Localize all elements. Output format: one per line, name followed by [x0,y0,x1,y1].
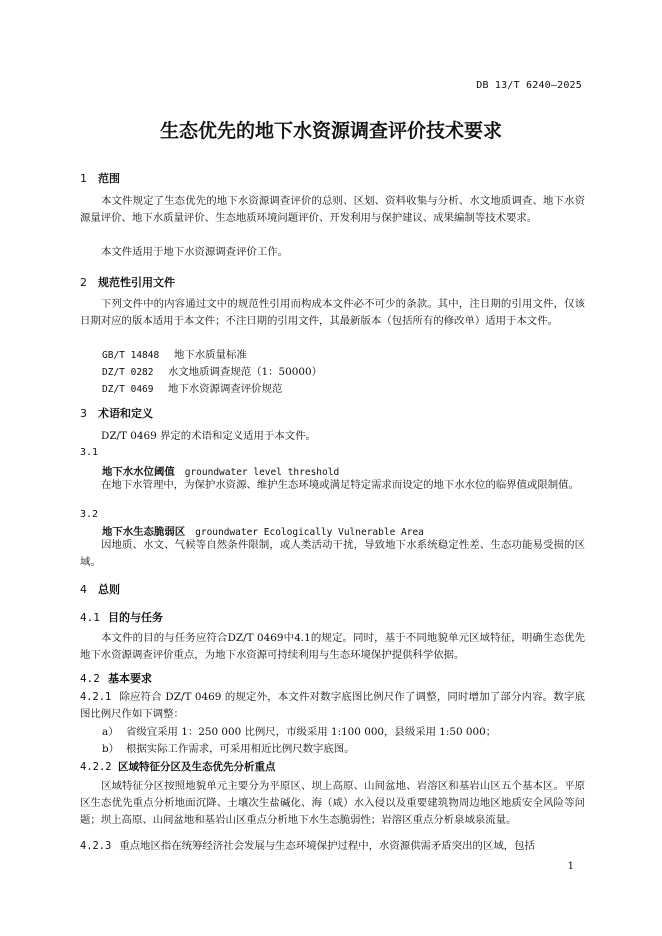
subsection-title: 基本要求 [108,672,152,685]
term-english: groundwater Ecologically Vulnerable Area [195,527,424,538]
reference-name: 地下水资源调查评价规范 [168,383,283,395]
clause-number: 4.2.2 [80,761,112,773]
section-1-heading [80,170,120,186]
reference-item [102,363,322,378]
list-item [102,723,496,738]
term-title [102,523,424,538]
clause-number: 4.2.3 [80,840,112,852]
reference-code: DZ/T 0469 [102,384,154,395]
term-chinese: 地下水水位阈值 [102,466,175,478]
section-title: 规范性引用文件 [98,276,175,289]
section-3-paragraph-1: DZ/T 0469 界定的术语和定义适用于本文件。 [101,430,316,442]
clause-4-2-3 [80,838,585,855]
section-1-paragraph-2: 本文件适用于地下水资源调查评价工作。 [101,246,289,258]
term-number: 3.1 [80,447,99,458]
section-2-paragraph-1: 下列文件中的内容通过文中的规范性引用而构成本文件必不可少的条款。其中，注日期的引用文件，仅该日期对应的版本适用于本文件；不注日期的引用文件，其最新版本（包括所有的修改单）适用于本文件。 [80,298,585,327]
document-title: 生态优先的地下水资源调查评价技术要求 [159,120,502,142]
list-text: 根据实际工作需求，可采用相近比例尺数字底图。 [126,743,355,755]
term-definition: 在地下水管理中，为保护水资源、维护生态环境或满足特定需求而设定的地下水水位的临界值或限制值。 [101,479,579,491]
subsection-4-1-heading [80,609,163,625]
subsection-4-1-paragraph: 本文件的目的与任务应符合DZ/T 0469中4.1的规定。同时，基于不同地貌单元区域特征，明确生态优先地下水资源调查评价重点，为地下水资源可持续利用与生态环境保护提供科学依据。 [80,632,585,661]
clause-text: 重点地区指在统筹经济社会发展与生态环境保护过程中，水资源供需矛盾突出的区域，包括 [119,840,535,852]
section-title: 总则 [98,583,120,596]
list-marker: a） [102,726,119,738]
list-marker: b） [102,743,120,755]
term-title [102,463,339,478]
clause-title: 区域特征分区及生态优先分析重点 [118,761,276,773]
section-number: 4 [80,583,87,596]
reference-code: DZ/T 0282 [102,367,154,378]
section-title: 术语和定义 [98,407,153,420]
clause-4-2-2-heading [80,759,276,774]
reference-item [102,346,247,361]
reference-code: GB/T 14848 [102,350,160,361]
section-number: 2 [80,276,87,289]
subsection-4-2-heading [80,670,152,686]
subsection-number: 4.2 [80,672,100,685]
term-english: groundwater level threshold [184,467,340,478]
section-3-heading [80,405,153,421]
list-text: 省级宜采用 1：250 000 比例尺，市级采用 1:100 000，县级采用 1:50 000； [126,726,497,738]
clause-4-2-1 [80,689,585,723]
section-title: 范围 [98,172,120,185]
section-1-paragraph-1: 本文件规定了生态优先的地下水资源调查评价的总则、区划、资料收集与分析、水文地质调查、地下水资源量评价、地下水质量评价、生态地质环境问题评价、开发利用与保护建议、成果编制等技术要求。 [80,195,585,224]
subsection-number: 4.1 [80,611,100,624]
clause-text: 除应符合 DZ/T 0469 的规定外，本文件对数字底图比例尺作了调整，同时增加了部分内容。数字底图比例尺作如下调整： [80,691,585,720]
section-2-heading [80,274,175,290]
clause-number: 4.2.1 [80,691,112,703]
term-number: 3.2 [80,509,99,520]
term-chinese: 地下水生态脆弱区 [102,526,186,538]
clause-4-2-2-paragraph: 区域特征分区按照地貌单元主要分为平原区、坝上高原、山间盆地、岩溶区和基岩山区五个基本区。平原区生态优先重点分析地面沉降、土壤次生盐碱化、海（咸）水入侵以及重要建筑物周边地区地质安全风险等问题；坝上高原、山间盆地和基岩山区重点分析地下水生态脆弱性；岩溶区重点分析泉域泉流量。 [80,780,585,826]
section-4-heading [80,581,120,597]
standard-code: DB 13/T 6240—2025 [476,80,582,91]
subsection-title: 目的与任务 [108,611,163,624]
reference-name: 水文地质调查规范（1：50000） [168,366,322,378]
section-number: 3 [80,407,87,420]
reference-item [102,380,282,395]
list-item [102,740,355,755]
reference-name: 地下水质量标准 [174,349,247,361]
term-definition: 因地质、水文、气候等自然条件限制，或人类活动干扰，导致地下水系统稳定性差、生态功能易受损的区域。 [80,539,585,568]
page-number: 1 [567,861,574,872]
section-number: 1 [80,172,87,185]
